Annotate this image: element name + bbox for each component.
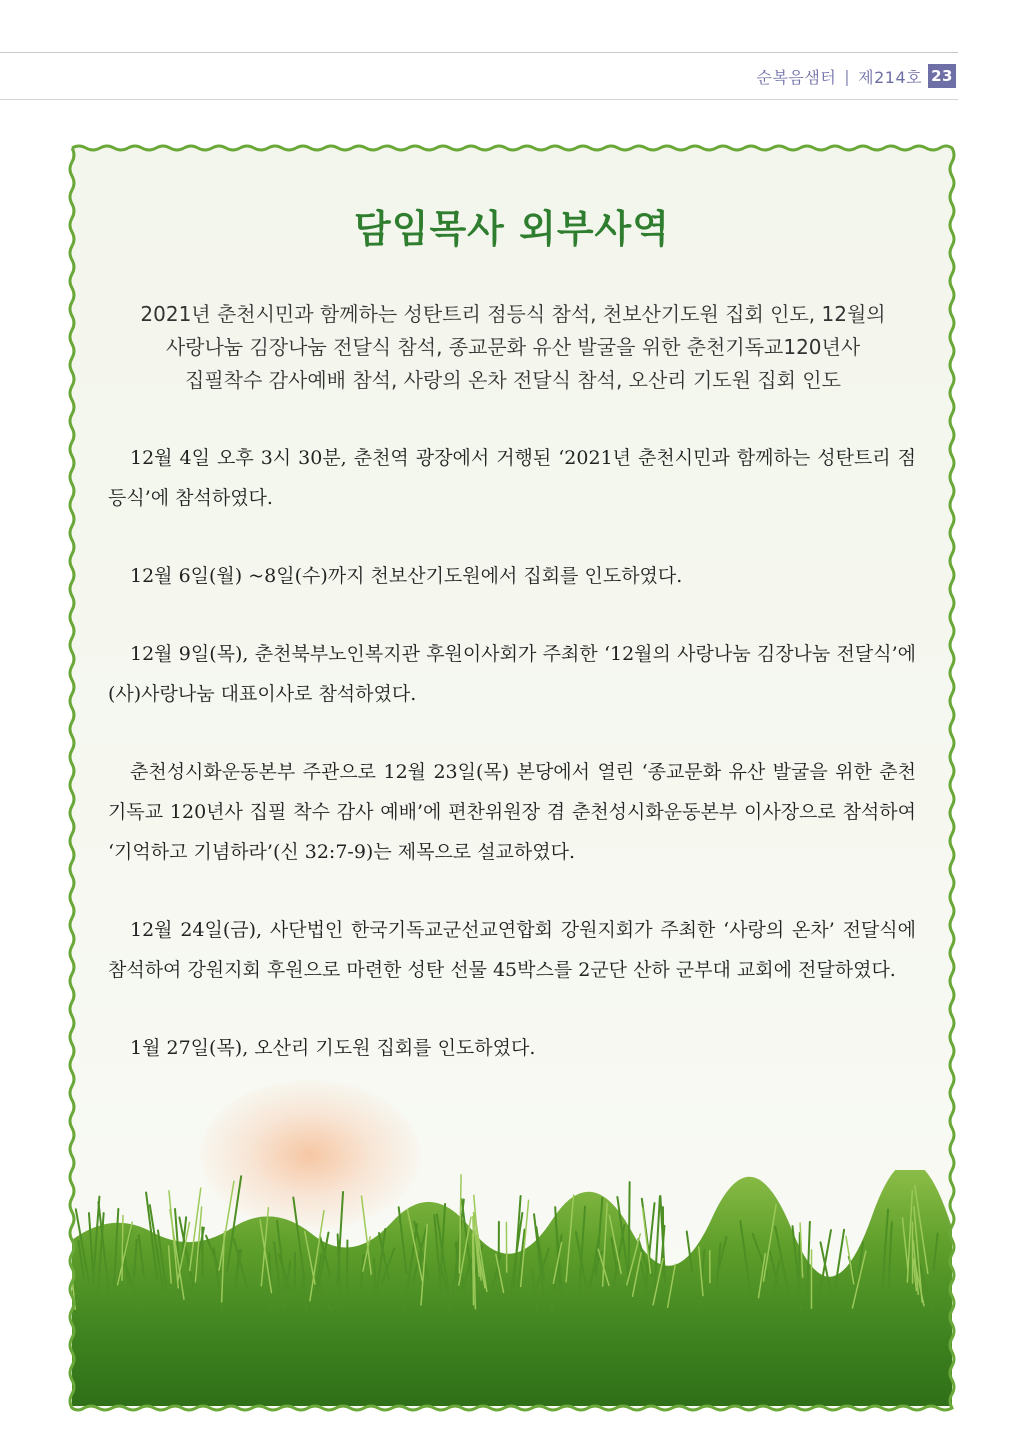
article-summary	[110, 298, 916, 397]
paragraph: 춘천성시화운동본부 주관으로 12월 23일(목) 본당에서 열린 ‘종교문화 유산 발굴을 위한 춘천기독교 120년사 집필 착수 감사 예배’에 편찬위원장 겸 춘천성시화운동본부 이사장으로 참석하여 ‘기억하고 기념하라’(신 32:7-9)는 제목으로 설교하였다.	[108, 761, 916, 863]
article-body	[108, 438, 916, 1106]
summary-line: 2021년 춘천시민과 함께하는 성탄트리 점등식 참석, 천보산기도원 집회 인도, 12월의	[140, 302, 886, 326]
header-rule-bottom	[0, 99, 958, 100]
issue-number: 제214호	[858, 67, 923, 87]
paragraph: 12월 4일 오후 3시 30분, 춘천역 광장에서 거행된 ‘2021년 춘천시민과 함께하는 성탄트리 점등식’에 참석하였다.	[108, 447, 916, 509]
page-number-badge: 23	[928, 64, 956, 88]
paragraph: 12월 9일(목), 춘천북부노인복지관 후원이사회가 주최한 ‘12월의 사랑나눔 김장나눔 전달식’에 (사)사랑나눔 대표이사로 참석하였다.	[108, 643, 916, 705]
summary-line: 사랑나눔 김장나눔 전달식 참석, 종교문화 유산 발굴을 위한 춘천기독교120년사	[165, 335, 861, 359]
summary-line: 집필착수 감사예배 참석, 사랑의 온차 전달식 참석, 오산리 기도원 집회 인도	[185, 368, 841, 392]
running-header	[757, 64, 957, 88]
header-rule-top	[0, 52, 958, 53]
publication-name: 순복음샘터	[756, 67, 837, 87]
paragraph: 1월 27일(목), 오산리 기도원 집회를 인도하였다.	[130, 1037, 536, 1059]
paragraph: 12월 24일(금), 사단법인 한국기독교군선교연합회 강원지회가 주최한 ‘사랑의 온차’ 전달식에 참석하여 강원지회 후원으로 마련한 성탄 선물 45박스를 2군단 산하 군부대 교회에 전달하였다.	[108, 919, 916, 981]
article-title: 담임목사 외부사역	[354, 207, 670, 251]
header-separator: |	[844, 66, 851, 86]
grass-illustration	[72, 1170, 952, 1406]
paragraph: 12월 6일(월) ~8일(수)까지 천보산기도원에서 집회를 인도하였다.	[130, 565, 683, 587]
